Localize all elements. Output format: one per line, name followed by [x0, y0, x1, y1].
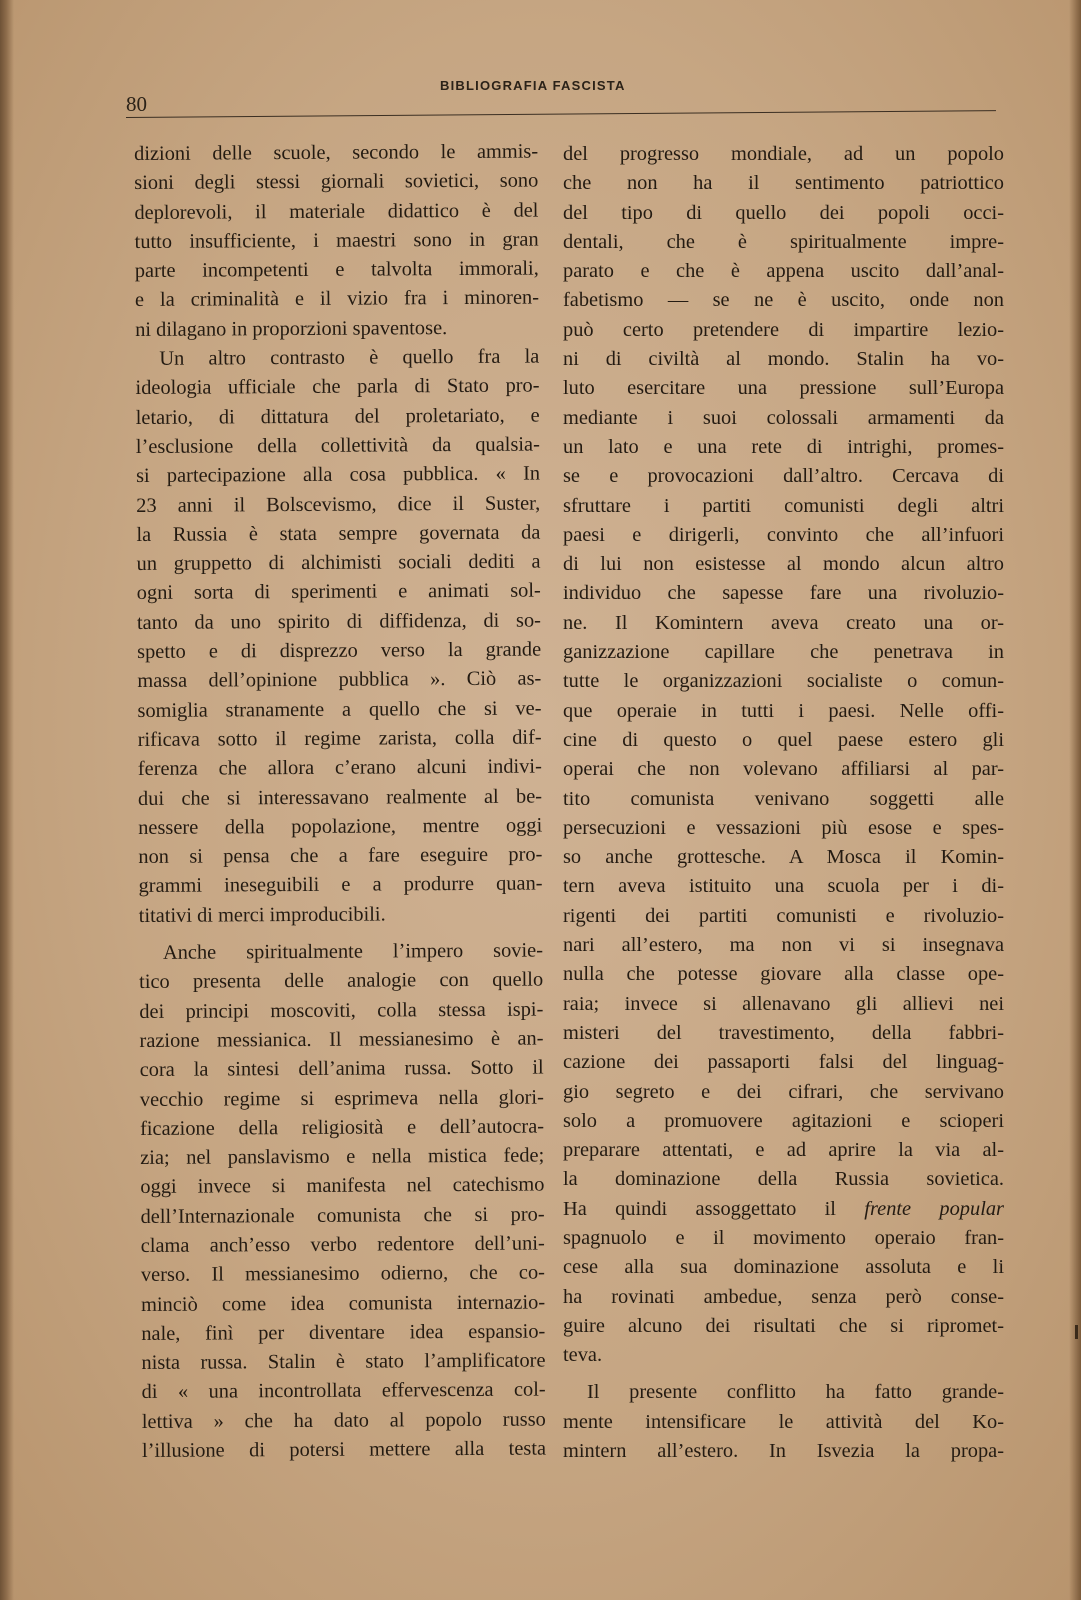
- text-line: individuo che sapesse fare una rivoluzio-: [563, 582, 1004, 605]
- text-line: di « una incontrollata effervescenza col-: [141, 1378, 546, 1404]
- text-line: tutte le organizzazioni socialiste o comun-: [563, 670, 1004, 693]
- text-line: tico presenta delle analogie con quello: [139, 968, 544, 994]
- text-line: la dominazione della Russia sovietica.: [563, 1168, 1004, 1191]
- text-line: deplorevoli, il materiale didattico è del: [134, 199, 539, 224]
- text-line: parato e che è appena uscito dall’anal-: [563, 260, 1004, 283]
- text-line: dizioni delle scuole, secondo le ammis-: [134, 140, 539, 165]
- text-line: rificava sotto il regime zarista, colla dif-: [137, 726, 542, 751]
- text-line: ha rovinati ambedue, senza però conse-: [563, 1285, 1004, 1308]
- text-line: nulla che potesse giovare alla classe ope-: [563, 963, 1004, 986]
- text-line: tutto insufficiente, i maestri sono in gran: [134, 228, 539, 253]
- text-line: tito comunista venivano soggetti alle: [563, 787, 1004, 810]
- text-line: nessere della popolazione, mentre oggi: [138, 814, 543, 839]
- text-line: si partecipazione alla cosa pubblica. « In: [135, 462, 541, 488]
- text-line: ganizzazione capillare che penetrava in: [563, 641, 1004, 664]
- text-line: nista russa. Stalin è stato l’amplificatore: [141, 1349, 546, 1375]
- text-line: parte incompetenti e talvolta immorali,: [134, 257, 539, 283]
- text-line: Un altro contrasto è quello fra la: [159, 345, 540, 370]
- text-line: 23 anni il Bolscevismo, dice il Suster,: [136, 492, 541, 517]
- text-line: di lui non esistesse al mondo alcun altro: [563, 553, 1004, 576]
- text-line: nale, finì per diventare idea espansio-: [141, 1320, 546, 1345]
- text-line: operai che non volevano affiliarsi al par-: [563, 758, 1004, 781]
- text-line: letario, di dittatura del proletariato, e: [135, 404, 540, 429]
- text-line: misteri del travestimento, della fabbri-: [563, 1021, 1004, 1044]
- right-text-column: [563, 140, 1004, 1466]
- text-line: sioni degli stessi giornali sovietici, sono: [134, 169, 539, 195]
- text-line: del tipo di quello dei popoli occi-: [563, 201, 1004, 224]
- text-line: mente intensificare le attività del Ko-: [563, 1410, 1004, 1433]
- text-line: ogni sorta di sperimenti e animati sol-: [136, 579, 541, 605]
- text-line: cora la sintesi dell’anima russa. Sotto il: [139, 1056, 544, 1082]
- text-line: solo a promuovere agitazioni e scioperi: [563, 1109, 1004, 1132]
- page-edge-shadow: [1069, 0, 1081, 1600]
- text-line: fabetismo — se ne è uscito, onde non: [563, 289, 1004, 312]
- text-line: Il presente conflitto ha fatto grande-: [587, 1381, 1004, 1404]
- text-line: titativi di merci improducibili.: [138, 903, 386, 927]
- text-line: somiglia stranamente a quello che si ve-: [137, 697, 542, 722]
- text-line: spagnuolo e il movimento operaio fran-: [563, 1226, 1004, 1249]
- text-line: l’illusione di potersi mettere alla testa: [141, 1437, 547, 1463]
- italic-phrase: frente popular: [864, 1197, 1004, 1220]
- text-line: cese alla sua dominazione assoluta e li: [563, 1256, 1004, 1279]
- text-line: raia; invece si allenavano gli allievi nei: [563, 992, 1004, 1015]
- text-line: spetto e di disprezzo verso la grande: [137, 638, 542, 664]
- page-number: 80: [126, 92, 147, 116]
- text-line: guire alcuno dei risultati che si ripromet-: [563, 1314, 1004, 1337]
- text-line: teva.: [563, 1344, 603, 1367]
- text-line: dentali, che è spiritualmente impre-: [563, 230, 1004, 253]
- text-line: lettiva » che ha dato al popolo russo: [141, 1408, 546, 1433]
- text-line: Ha quindi assoggettato il frente popular: [563, 1197, 1004, 1220]
- text-line: ficazione della religiosità e dell’autocra-: [139, 1115, 545, 1140]
- text-line: mediante i suoi colossali armamenti da: [563, 406, 1004, 429]
- page-edge-mark: [1075, 1325, 1078, 1339]
- text-line: può certo pretendere di impartire lezio-: [563, 318, 1004, 341]
- text-line: gio segreto e dei cifrari, che servivano: [563, 1080, 1004, 1103]
- text-line: grammi ineseguibili e a produrre quan-: [138, 872, 543, 898]
- text-line: dui che si interessavano realmente al be-: [137, 785, 543, 810]
- left-text-column: [134, 138, 546, 1467]
- page-header: [126, 72, 996, 122]
- text-line: dell’Internazionale comunista che si pro-: [140, 1203, 545, 1228]
- text-line: l’esclusione della collettività da qualsia-: [135, 433, 540, 458]
- text-line: la Russia è stata sempre governata da: [136, 521, 541, 546]
- text-line: sfruttare i partiti comunisti degli altri: [563, 494, 1004, 517]
- text-line: minciò come idea comunista internazio-: [141, 1291, 546, 1316]
- text-line: massa dell’opinione pubblica ». Ciò as-: [137, 667, 542, 693]
- header-rule: [126, 110, 996, 118]
- text-line: paesi e dirigerli, convinto che all’infuori: [563, 523, 1004, 546]
- running-title: BIBLIOGRAFIA FASCISTA: [440, 78, 626, 93]
- text-line: non si pensa che a fare eseguire pro-: [138, 843, 543, 869]
- text-line: preparare attentati, e ad aprire la via al-: [563, 1139, 1004, 1162]
- text-line: mintern all’estero. In Isvezia la propa-: [563, 1440, 1004, 1463]
- text-line: dei principi moscoviti, colla stessa ispi-: [139, 998, 544, 1023]
- text-line: ferenza che allora c’erano alcuni indivi-: [137, 755, 542, 781]
- text-line: un lato e una rete di intrighi, promes-: [563, 435, 1004, 458]
- text-line: un gruppetto di alchimisti sociali dediti a: [136, 550, 541, 576]
- text-line: razione messianica. Il messianesimo è an-: [139, 1027, 544, 1052]
- text-line: cazione dei passaporti falsi del linguag-: [563, 1051, 1004, 1074]
- text-line: ni dilagano in proporzioni spaventose.: [135, 316, 448, 341]
- text-line: verso. Il messianesimo odierno, che co-: [140, 1261, 545, 1287]
- text-line: se e provocazioni dall’altro. Cercava di: [563, 465, 1004, 488]
- text-line: vecchio regime si esprimeva nella glori-: [139, 1086, 544, 1111]
- text-line: Anche spiritualmente l’impero sovie-: [162, 939, 544, 964]
- text-line: que operaie in tutti i paesi. Nelle offi-: [563, 699, 1004, 722]
- text-line: ideologia ufficiale che parla di Stato pro-: [135, 374, 540, 400]
- text-line: e la criminalità e il vizio fra i minoren-: [134, 287, 540, 312]
- text-line: tern aveva istituito una scuola per i di-: [563, 875, 1004, 898]
- text-line: ni di civiltà al mondo. Stalin ha vo-: [563, 348, 1004, 371]
- text-line: oggi invece si manifesta nel catechismo: [140, 1173, 545, 1199]
- text-line: persecuzioni e vessazioni più esose e spes-: [563, 816, 1004, 839]
- text-line: ne. Il Komintern aveva creato una or-: [563, 611, 1004, 634]
- text-line: del progresso mondiale, ad un popolo: [563, 143, 1004, 165]
- page-binding-shadow: [0, 0, 14, 1600]
- text-line: luto esercitare una pressione sull’Europa: [563, 377, 1004, 400]
- text-line: tanto da uno spirito di diffidenza, di so-: [136, 609, 542, 634]
- text-line: clama anch’esso verbo redentore dell’uni-: [140, 1232, 545, 1257]
- text-line: cine di questo o quel paese estero gli: [563, 728, 1004, 751]
- text-line: so anche grottesche. A Mosca il Komin-: [563, 846, 1004, 869]
- text-line: nari all’estero, ma non vi si insegnava: [563, 934, 1004, 957]
- text-line: rigenti dei partiti comunisti e rivoluzio-: [563, 904, 1004, 927]
- text-line: zia; nel panslavismo e nella mistica fede;: [140, 1144, 545, 1170]
- text-line: che non ha il sentimento patriottico: [563, 172, 1004, 195]
